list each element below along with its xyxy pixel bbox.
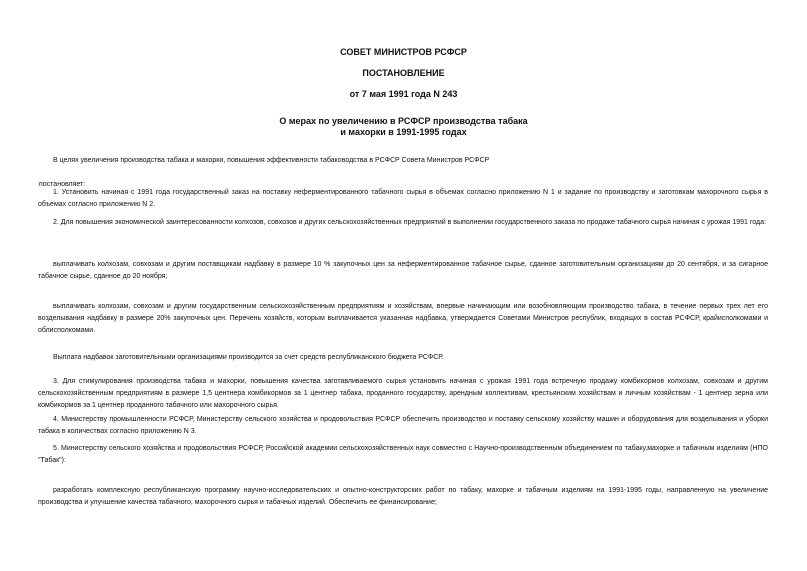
clause-2-subparagraph-b: выплачивать колхозам, совхозам и другим государственным сельскохозяйственным предприятиям и хозяйствам, впервые начинающим или возобновляющим производство табака, в течение первых трех лет его возделывания надбавку в размере 20% закупочных цен. Перечень хозяйств, которым выплачивается указанная надбавка, утверждается Советами Министров республик, входящих в состав РСФСР, крайисполкомами и облисполкомами. <box>38 303 768 334</box>
clause-1-paragraph: 1. Установить начиная с 1991 года государственный заказ на поставку неферментированного табачного сырья в объемах согласно приложению N 1 и задание по производству и заготовкам махорочного сырья в объемах согласно приложению N 2. <box>38 189 768 208</box>
document-date-number: от 7 мая 1991 года N 243 <box>349 89 458 99</box>
clause-2-subparagraph-a: выплачивать колхозам, совхозам и другим поставщикам надбавку в размере 10 % закупочных цен за неферментированное табачное сырье, сданное заготовительным организациям до 20 сентября, и за сигарное табачное сырье, сданное до 20 ноября; <box>38 261 768 280</box>
clause-4-paragraph: 4. Министерству промышленности РСФСР, Министерству сельского хозяйства и продовольствия РСФСР обеспечить производство и поставку сельскому хозяйству машин и оборудования для возделывания и уборки табака в количествах согласно приложению N 3. <box>38 416 768 435</box>
document-type: ПОСТАНОВЛЕНИЕ <box>362 68 445 78</box>
clause-2-paragraph: 2. Для повышения экономической заинтересованности колхозов, совхозов и других сельскохозяйственных предприятий в выполнении государственного заказа по продаже табачного сырья начиная с урожая 1991 года: <box>53 219 766 226</box>
preamble-paragraph: В целях увеличения производства табака и махорки, повышения эффективности табаководства в РСФСР Совета Министров РСФСР <box>53 157 490 164</box>
resolves-line: постановляет: <box>39 181 86 188</box>
document-title-line2: и махорки в 1991-1995 годах <box>340 127 467 137</box>
issuing-authority: СОВЕТ МИНИСТРОВ РСФСР <box>340 47 467 57</box>
clause-5-paragraph: 5. Министерству сельского хозяйства и продовольствия РСФСР, Российской академии сельскохозяйственных наук совместно с Научно-производственным объединением по табаку,махорке и табачным изделиям (НПО "Табак"): <box>38 445 768 464</box>
clause-5-subparagraph-a: разработать комплексную республиканскую программу научно-исследовательских и опытно-конструкторских работ по табаку, махорке и табачным изделиям на 1991-1995 годы, направленную на увеличение производства и улучшение качества табачного, махорочного сырья и табачных изделий. Обеспечить ее финансирование; <box>38 487 768 506</box>
clause-2-payment-note: Выплата надбавок заготовительными организациями производится за счет средств республиканского бюджета РСФСР. <box>53 354 444 361</box>
document-title-line1: О мерах по увеличению в РСФСР производства табака <box>279 116 528 126</box>
clause-3-paragraph: 3. Для стимулирования производства табака и махорки, повышения качества заготавливаемого сырья установить начиная с урожая 1991 года встречную продажу комбикормов колхозам, совхозам и другим сельскохозяйственным предприятиям в размере 1,5 центнера комбикормов за 1 центнер табака, проданного государству, арендным коллективам, крестьянским хозяйствам и личным хозяйствам - 1 центнер зерна или комбикормов за 1 центнер проданного табачного или махорочного сырья. <box>38 378 768 409</box>
